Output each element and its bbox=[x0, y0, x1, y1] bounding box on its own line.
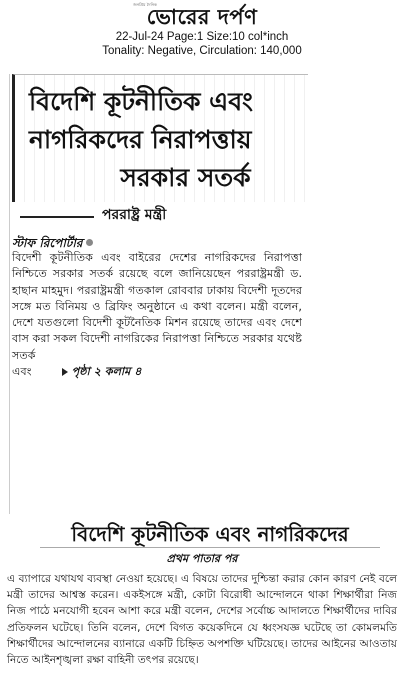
continued-from-label: প্রথম পাতার পর bbox=[166, 552, 238, 565]
masthead bbox=[0, 2, 404, 58]
continued-on-label: পৃষ্ঠা ২ কলাম ৪ bbox=[71, 365, 142, 379]
column-rule bbox=[9, 74, 10, 514]
clipping-meta-tonality: Tonality: Negative, Circulation: 140,000 bbox=[102, 45, 302, 57]
subhead-row bbox=[20, 204, 280, 228]
newspaper-logo: ভোরের দর্পণ bbox=[146, 5, 258, 29]
continuation-body bbox=[7, 571, 397, 668]
byline-row bbox=[12, 232, 302, 248]
headline-line-2: নাগরিকদের নিরাপত্তায় bbox=[29, 125, 252, 154]
article-body-last-word: এবং bbox=[12, 365, 32, 379]
byline: স্টাফ রিপোর্টার bbox=[12, 236, 83, 250]
article-body-text: বিদেশী কূটনীতিক এবং বাইরের দেশের নাগরিকদের নিরাপত্তা নিশ্চিতে সরকার সতর্ক রয়েছে বলে জানিয়েছেন পররাষ্ট্রমন্ত্রী ড. হাছান মাহমুদ। পররাষ্ট্রমন্ত্রী গতকাল রোববার ঢাকায় বিদেশী দূতদের সঙ্গে মত বিনিময় ও ব্রিফিং অনুষ্ঠানে এ কথা বলেন। মন্ত্রী বলেন, দেশে যতগুলো বিদেশী কূটনৈতিক মিশন রয়েছে তাদের এবং দেশে বাস করা সকল বিদেশী নাগরিকের নিরাপত্তা নিশ্চিতে সরকার যথেষ্ট সতর্ক bbox=[12, 251, 302, 362]
bullet-icon bbox=[86, 239, 93, 246]
pointer-arrow-icon bbox=[62, 368, 68, 376]
article-body bbox=[12, 250, 302, 380]
subhead: পররাষ্ট্র মন্ত্রী bbox=[102, 207, 167, 223]
continuation-body-text: এ ব্যাপারে যথাযথ ব্যবস্থা নেওয়া হয়েছে। এ বিষয়ে তাদের দুশ্চিন্তা করার কোন কারণ নেই বলে মন্ত্রী তাদের আশ্বস্ত করেন। একইসঙ্গে মন্ত্রী, কোটা বিরোধী আন্দোলনে থাকা শিক্ষার্থীরা নিজ নিজ পাঠে মনযোগী হবেন আশা করে মন্ত্রী বলেন, দেশের সর্বোচ্চ আদালতে শিক্ষার্থীদের দাবির প্রতিফলন ঘটেছে। তিনি বলেন, দেশে বিগত কয়েকদিনে যে ধ্বংসযজ্ঞ ঘটেছে তা কোমলমতি শিক্ষার্থীদের আন্দোলনের ব্যানারে একটি চিহ্নিত অপশক্তি ঘটিয়েছে। তাদের আইনের আওতায় নিতে আইনশৃঙ্খলা রক্ষা বাহিনী তৎপর রয়েছে। bbox=[7, 573, 397, 667]
headline-box bbox=[12, 74, 308, 202]
headline-line-3: সরকার সতর্ক bbox=[120, 163, 251, 192]
clipping-meta-date: 22-Jul-24 Page:1 Size:10 col*inch bbox=[115, 31, 289, 43]
continued-line bbox=[12, 364, 302, 380]
continuation-headline: বিদেশি কূটনীতিক এবং নাগরিকদের bbox=[40, 521, 380, 548]
subhead-rule bbox=[20, 216, 94, 218]
masthead-tagline: জনপ্রিয় দৈনিক bbox=[133, 2, 157, 7]
headline-line-1: বিদেশি কূটনীতিক এবং bbox=[29, 87, 253, 116]
